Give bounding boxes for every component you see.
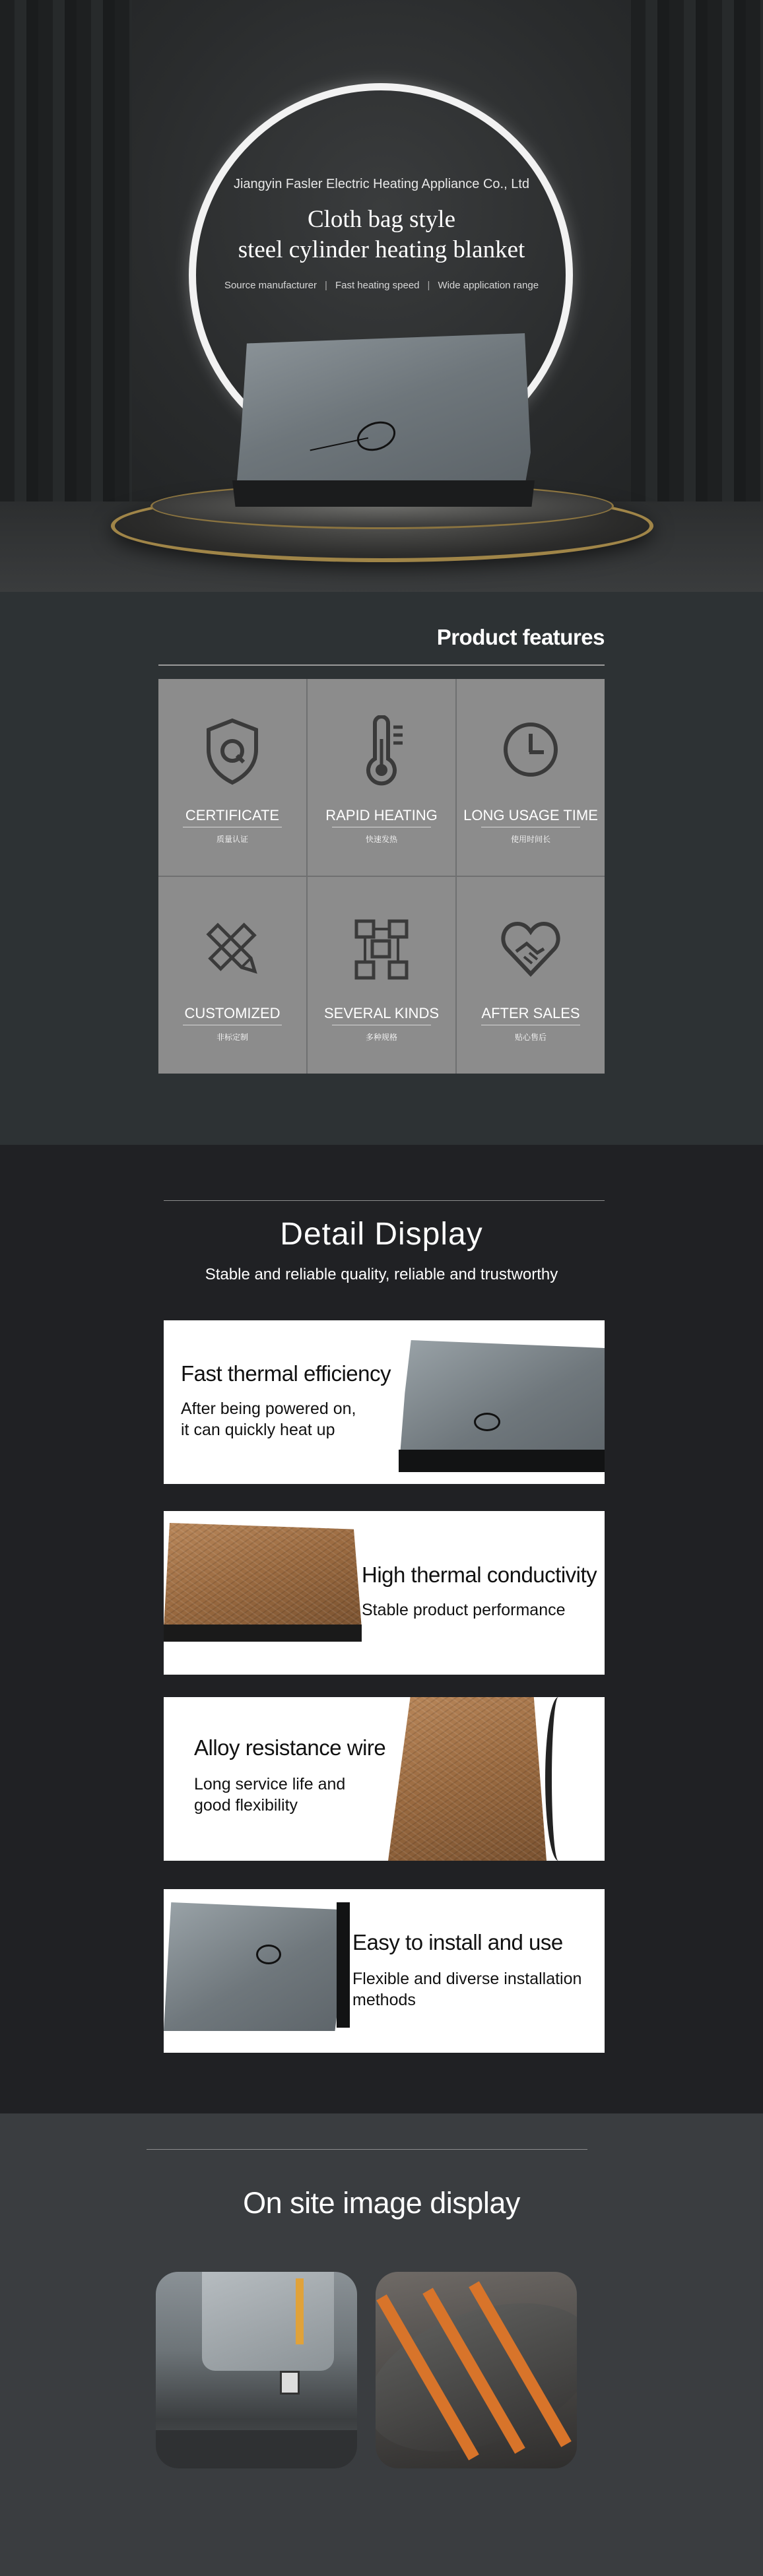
feature-sublabel: 质量认证 [216,835,248,844]
onsite-photo-1 [156,2272,357,2468]
tag-fast-heating: Fast heating speed [335,280,420,291]
product-features-section [0,592,763,1145]
hero-title-line1: Cloth bag style [307,206,456,233]
features-divider [158,664,605,666]
detail-card-easy-install [164,1889,605,2053]
feature-label: CERTIFICATE [185,807,280,823]
detail-card-thermal-conductivity [164,1511,605,1675]
hero-banner [0,0,763,592]
blanket-edge-band [399,1450,605,1472]
feature-certificate [158,679,306,876]
feature-sublabel: 非标定制 [216,1033,248,1042]
card-text [362,1599,566,1621]
feature-sublabel: 贴心售后 [514,1033,547,1042]
card-heading: High thermal conductivity [362,1562,597,1587]
card-text-line: Stable product performance [362,1601,566,1619]
clock-icon [498,715,564,788]
features-title: Product features [436,625,605,649]
pencil-ruler-icon [199,913,265,986]
card-text-line: methods [352,1991,416,2009]
detail-title: Detail Display [280,1217,483,1252]
onsite-divider [147,2149,587,2150]
curtain-left [0,0,132,508]
feature-label: LONG USAGE TIME [463,807,598,823]
detail-card-thermal-efficiency [164,1320,605,1484]
blanket-edge-band [545,1697,572,1861]
power-cable-loop [474,1413,500,1431]
tag-separator: | [325,280,327,291]
blanket-edge-band [232,480,535,507]
handshake-heart-icon [498,913,564,986]
detail-display-section [0,1145,763,2113]
tag-separator: | [427,280,430,291]
card-text [352,1968,581,2011]
card-text-line: Long service life and [194,1775,346,1793]
heating-blanket-image [235,333,531,503]
feature-rapid-heating [308,679,455,876]
feature-sublabel: 多种规格 [365,1033,397,1042]
card-text [194,1774,345,1816]
tag-source-manufacturer: Source manufacturer [224,280,317,291]
feature-sublabel: 使用时间长 [510,835,550,844]
blanket-edge-band [164,1625,362,1642]
card-heading: Easy to install and use [352,1930,563,1954]
hero-tagline [198,280,565,291]
onsite-title: On site image display [243,2186,520,2220]
features-grid [158,679,605,1074]
feature-after-sales [457,877,605,1074]
feature-customized [158,877,306,1074]
on-site-section [0,2113,763,2576]
connector-box [280,2371,300,2395]
blanket-photo-brown [164,1523,362,1628]
hero-title [198,205,565,265]
thermometer-icon [348,715,415,788]
card-text [181,1398,356,1440]
card-heading: Fast thermal efficiency [181,1361,391,1386]
feature-label: AFTER SALES [481,1005,580,1021]
feature-label: RAPID HEATING [325,807,438,823]
blanket-edge-band [337,1902,350,2028]
orange-strap [296,2278,304,2344]
resistance-wire-photo [388,1697,547,1861]
onsite-photo-2 [376,2272,577,2468]
blanket-photo-folded [164,1902,350,2031]
card-text-line: good flexibility [194,1796,298,1815]
detail-divider [164,1200,605,1201]
card-text-line: Flexible and diverse installation [352,1970,582,1988]
feature-long-usage-time [457,679,605,876]
feature-label: CUSTOMIZED [184,1005,281,1021]
machine-base [156,2430,357,2468]
power-cable-loop [256,1945,281,1964]
company-name: Jiangyin Fasler Electric Heating Appliance Co., Ltd [233,177,529,191]
feature-sublabel: 快速发热 [365,835,397,844]
feature-label: SEVERAL KINDS [323,1005,440,1021]
card-heading: Alloy resistance wire [194,1735,386,1760]
tag-wide-application: Wide application range [438,280,539,291]
shield-q-icon [199,715,265,788]
flowchart-icon [348,913,415,986]
installed-blanket [202,2272,334,2371]
curtain-right [631,0,763,508]
card-text-line: it can quickly heat up [181,1421,335,1439]
feature-several-kinds [308,877,455,1074]
detail-card-alloy-wire [164,1697,605,1861]
detail-subtitle: Stable and reliable quality, reliable and trustworthy [205,1266,558,1283]
hero-title-line2: steel cylinder heating blanket [238,236,525,263]
card-text-line: After being powered on, [181,1400,356,1418]
